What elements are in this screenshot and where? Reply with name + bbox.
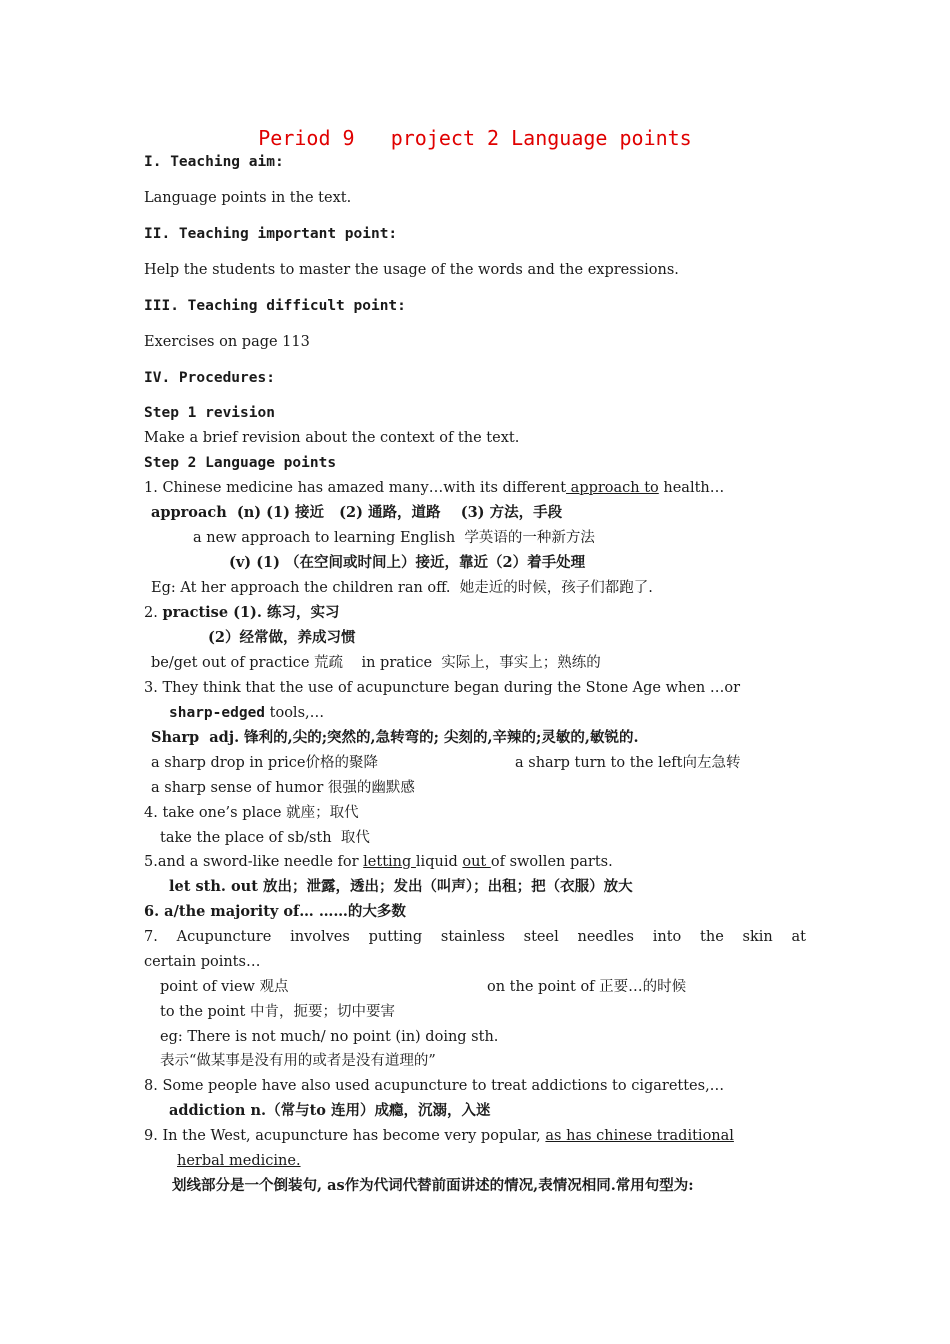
difficult-text: Exercises on page 113 xyxy=(144,334,310,350)
sharp-example-1b: a sharp turn to the left向左急转 xyxy=(515,755,741,771)
step1-text: Make a brief revision about the context of the text. xyxy=(144,430,520,446)
aim-heading: I. Teaching aim: xyxy=(144,154,284,170)
procedures-heading: IV. Procedures: xyxy=(144,370,275,386)
point-3-continued: sharp-edged tools,… xyxy=(169,705,325,721)
point-9-continued: herbal medicine. xyxy=(177,1153,301,1169)
point-1: 1. Chinese medicine has amazed many…with its different approach to health… xyxy=(144,480,725,496)
practise-definition-2: (2）经常做，养成习惯 xyxy=(208,629,356,646)
approach-definition: approach (n) (1) 接近 (2) 通路，道路 (3) 方法，手段 xyxy=(151,504,563,521)
approach-example-1: a new approach to learning English 学英语的一种新方法 xyxy=(193,530,595,546)
addiction-definition: addiction n.（常与to 连用）成瘾，沉溺，入迷 xyxy=(169,1102,491,1119)
aim-text: Language points in the text. xyxy=(144,190,352,206)
sharp-example-1a: a sharp drop in price价格的聚降 xyxy=(151,755,378,771)
point-7: 7. Acupuncture involves putting stainless steel needles into the skin at xyxy=(144,929,806,945)
page-title: Period 9 project 2 Language points xyxy=(258,126,692,150)
approach-example-2: Eg: At her approach the children ran off. 她走近的时候，孩子们都跑了. xyxy=(151,580,653,596)
point-2: 2. practise (1). 练习，实习 xyxy=(144,604,340,621)
sharp-example-2: a sharp sense of humor 很强的幽默感 xyxy=(151,780,415,796)
step2-heading: Step 2 Language points xyxy=(144,455,337,471)
practise-examples: be/get out of practice 荒疏 in pratice 实际上，事实上；熟练的 xyxy=(151,655,601,671)
point-example-1b: on the point of 正要…的时候 xyxy=(487,979,687,995)
important-text: Help the students to master the usage of the words and the expressions. xyxy=(144,262,679,278)
inversion-note: 划线部分是一个倒装句, as作为代词代替前面讲述的情况,表情况相同.常用句型为: xyxy=(172,1177,694,1194)
important-heading: II. Teaching important point: xyxy=(144,226,398,242)
point-6: 6. a/the majority of… ……的大多数 xyxy=(144,903,406,920)
difficult-heading: III. Teaching difficult point: xyxy=(144,298,406,314)
point-8: 8. Some people have also used acupuncture to treat addictions to cigarettes,… xyxy=(144,1078,725,1094)
let-out-definition: let sth. out 放出；泄露，透出；发出（叫声）；出租；把（衣服）放大 xyxy=(169,878,633,895)
approach-verb-definition: (v) (1) （在空间或时间上）接近，靠近（2）着手处理 xyxy=(229,554,586,571)
step1-heading: Step 1 revision xyxy=(144,405,275,421)
sharp-definition: Sharp adj. 锋利的,尖的;突然的,急转弯的; 尖刻的,辛辣的;灵敏的,敏锐的. xyxy=(151,729,639,746)
point-3: 3. They think that the use of acupuncture began during the Stone Age when …or xyxy=(144,680,741,696)
point-4-phrase: take the place of sb/sth 取代 xyxy=(160,830,370,846)
point-7-continued: certain points… xyxy=(144,954,261,970)
point-example-4: 表示“做某事是没有用的或者是没有道理的” xyxy=(160,1053,436,1069)
point-example-2: to the point 中肯，扼要；切中要害 xyxy=(160,1004,395,1020)
point-9: 9. In the West, acupuncture has become very popular, as has chinese traditional xyxy=(144,1128,734,1144)
point-example-1a: point of view 观点 xyxy=(160,979,289,995)
point-example-3: eg: There is not much/ no point (in) doing sth. xyxy=(160,1029,499,1045)
point-4: 4. take one’s place 就座；取代 xyxy=(144,805,359,821)
point-5: 5.and a sword-like needle for letting liquid out of swollen parts. xyxy=(144,854,613,870)
